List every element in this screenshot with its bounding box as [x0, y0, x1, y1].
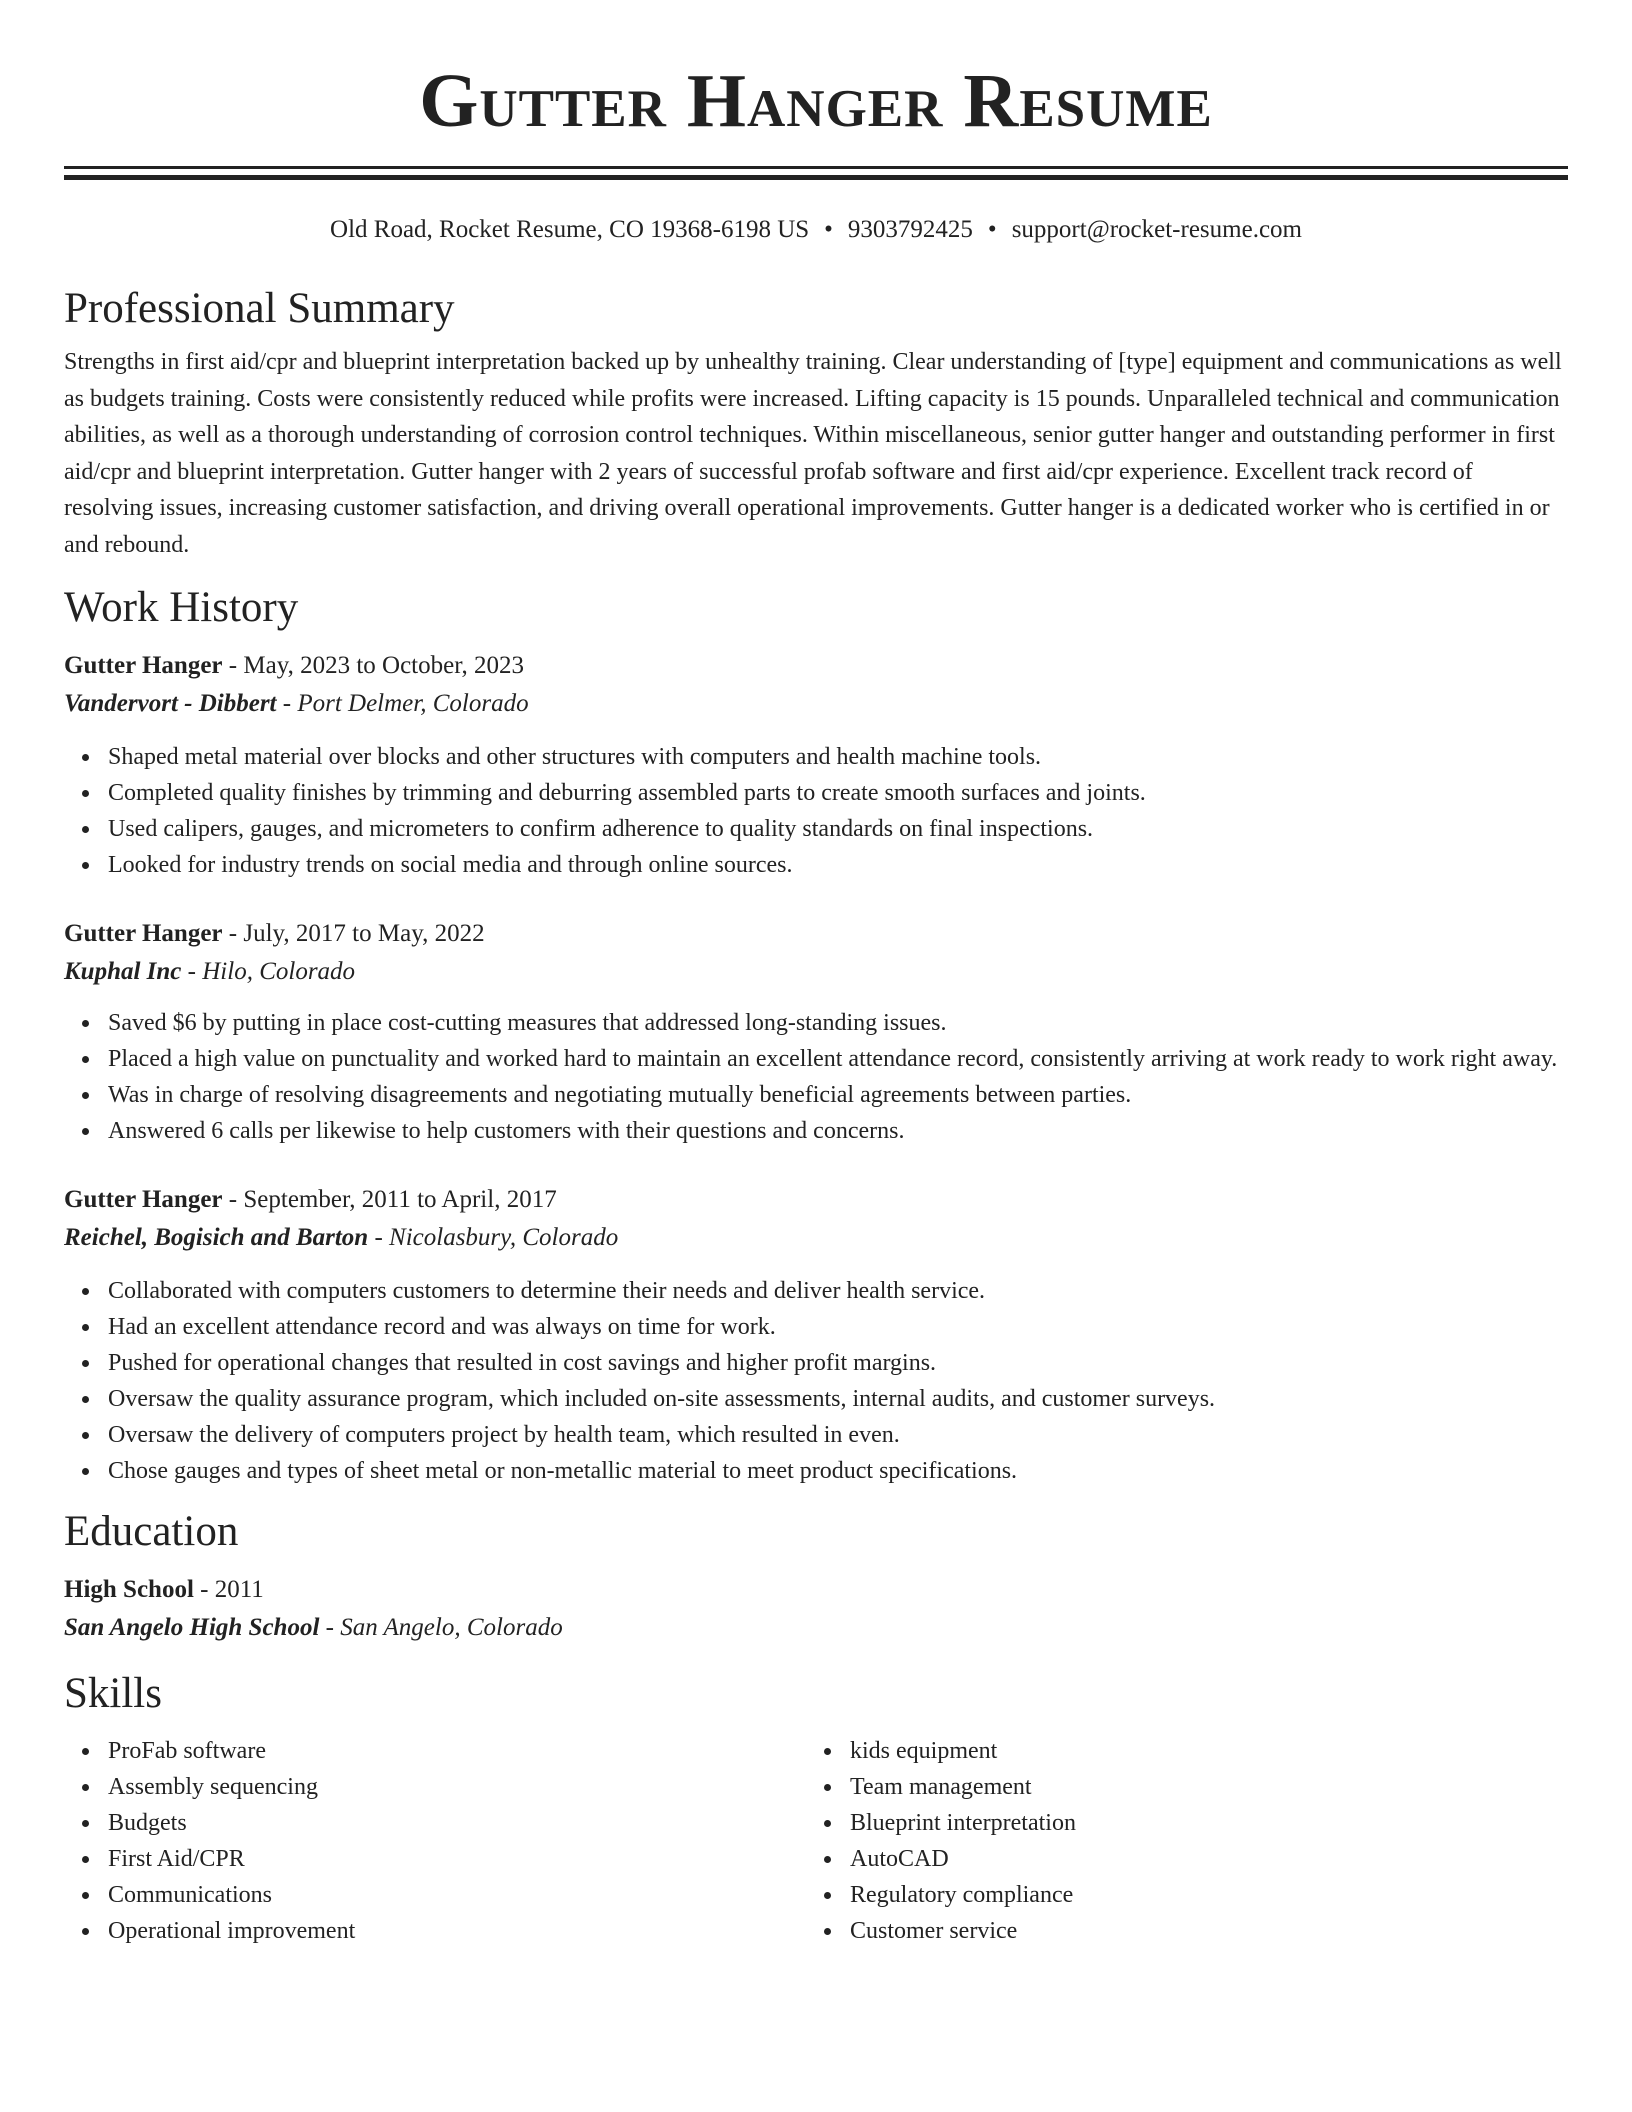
skills-heading: Skills: [64, 1670, 162, 1717]
job-duty: Saved $6 by putting in place cost-cutting measures that addressed long-standing issues.: [64, 1005, 1568, 1041]
work-history-heading: Work History: [64, 584, 299, 631]
job-title-line: [64, 915, 1568, 953]
employer-line: [64, 1219, 1568, 1257]
title-rule-top: [64, 166, 1568, 169]
employer-location: - Hilo, Colorado: [181, 958, 356, 985]
skill-item: kids equipment: [806, 1733, 1548, 1769]
contact-phone: 9303792425: [847, 216, 973, 243]
skill-item: Customer service: [806, 1913, 1548, 1949]
school-location: - San Angelo, Colorado: [319, 1614, 563, 1641]
skill-item: Blueprint interpretation: [806, 1805, 1548, 1841]
skills-column-left: [64, 1733, 806, 1949]
job-duty: Collaborated with computers customers to determine their needs and deliver health service.: [64, 1273, 1568, 1309]
job-duty: Answered 6 calls per likewise to help customers with their questions and concerns.: [64, 1113, 1568, 1149]
employer-line: [64, 685, 1568, 723]
education-heading: Education: [64, 1508, 239, 1555]
employer-line: [64, 953, 1568, 991]
job-dates: - May, 2023 to October, 2023: [222, 652, 525, 679]
job-title: Gutter Hanger: [64, 920, 223, 947]
job-duty: Placed a high value on punctuality and worked hard to maintain an excellent attendance record, consistently arriving at work ready to work right away.: [64, 1041, 1568, 1077]
job-title: Gutter Hanger: [64, 1186, 223, 1213]
job-title: Gutter Hanger: [64, 652, 223, 679]
job-dates: - September, 2011 to April, 2017: [222, 1186, 557, 1213]
job-title-line: [64, 1181, 1568, 1219]
resume-title: Gutter Hanger Resume: [419, 59, 1213, 143]
job-duty: Used calipers, gauges, and micrometers to confirm adherence to quality standards on final inspections.: [64, 811, 1568, 847]
job-duty: Completed quality finishes by trimming and deburring assembled parts to create smooth surfaces and joints.: [64, 775, 1568, 811]
degree-line: [64, 1571, 1568, 1609]
job-duty: Was in charge of resolving disagreements and negotiating mutually beneficial agreements between parties.: [64, 1077, 1568, 1113]
contact-email: support@rocket-resume.com: [1011, 216, 1302, 243]
job-duty: Chose gauges and types of sheet metal or non-metallic material to meet product specifications.: [64, 1453, 1568, 1489]
job-duty: Pushed for operational changes that resulted in cost savings and higher profit margins.: [64, 1345, 1568, 1381]
contact-separator: •: [824, 216, 833, 243]
job-duty: Oversaw the quality assurance program, which included on-site assessments, internal audits, and customer surveys.: [64, 1381, 1568, 1417]
skills-column-right: [806, 1733, 1548, 1949]
job-dates: - July, 2017 to May, 2022: [222, 920, 485, 947]
job-duty: Looked for industry trends on social media and through online sources.: [64, 847, 1568, 883]
skills-list: [64, 1733, 1568, 1949]
skill-item: Regulatory compliance: [806, 1877, 1548, 1913]
employer-name: Vandervort - Dibbert: [64, 690, 277, 717]
summary-heading: Professional Summary: [64, 285, 455, 332]
education-entry: [64, 1571, 1568, 1647]
school-line: [64, 1609, 1568, 1647]
resume-page: [64, 0, 1568, 1949]
skill-item: First Aid/CPR: [64, 1841, 806, 1877]
skill-item: Budgets: [64, 1805, 806, 1841]
job-duties: [64, 1273, 1568, 1489]
skill-item: Operational improvement: [64, 1913, 806, 1949]
contact-address: Old Road, Rocket Resume, CO 19368-6198 US: [330, 216, 810, 243]
contact-separator: •: [987, 216, 997, 243]
graduation-year: - 2011: [193, 1576, 264, 1603]
employer-location: - Nicolasbury, Colorado: [368, 1224, 619, 1251]
job-title-line: [64, 647, 1568, 685]
skill-item: ProFab software: [64, 1733, 806, 1769]
job-duty: Had an excellent attendance record and was always on time for work.: [64, 1309, 1568, 1345]
employer-name: Reichel, Bogisich and Barton: [64, 1224, 369, 1251]
summary-text: Strengths in first aid/cpr and blueprint interpretation backed up by unhealthy training. Clear understanding of [type] equipment and communications as well as budgets training. Costs were consistently reduced while profits were increased. Lifting capacity is 15 pounds. Unparalleled technical and communication abilities, as well as a thorough understanding of corrosion control techniques. Within miscellaneous, senior gutter hanger and outstanding performer in first aid/cpr and blueprint interpretation. Gutter hanger with 2 years of successful profab software and first aid/cpr experience. Excellent track record of resolving issues, increasing customer satisfaction, and driving overall operational improvements. Gutter hanger is a dedicated worker who is certified in or and rebound.: [64, 349, 1562, 558]
job-duties: [64, 1005, 1568, 1149]
skill-item: Communications: [64, 1877, 806, 1913]
employer-name: Kuphal Inc: [64, 958, 182, 985]
job-duty: Oversaw the delivery of computers project by health team, which resulted in even.: [64, 1417, 1568, 1453]
skill-item: Team management: [806, 1769, 1548, 1805]
degree: High School: [64, 1576, 194, 1603]
job-entry: [64, 915, 1568, 1149]
employer-location: - Port Delmer, Colorado: [276, 690, 529, 717]
job-duties: [64, 739, 1568, 883]
skill-item: AutoCAD: [806, 1841, 1548, 1877]
job-entry: [64, 647, 1568, 883]
skill-item: Assembly sequencing: [64, 1769, 806, 1805]
job-entry: [64, 1181, 1568, 1489]
job-duty: Shaped metal material over blocks and other structures with computers and health machine tools.: [64, 739, 1568, 775]
contact-line: [64, 214, 1568, 246]
title-rule-bottom: [64, 175, 1568, 180]
school-name: San Angelo High School: [64, 1614, 320, 1641]
